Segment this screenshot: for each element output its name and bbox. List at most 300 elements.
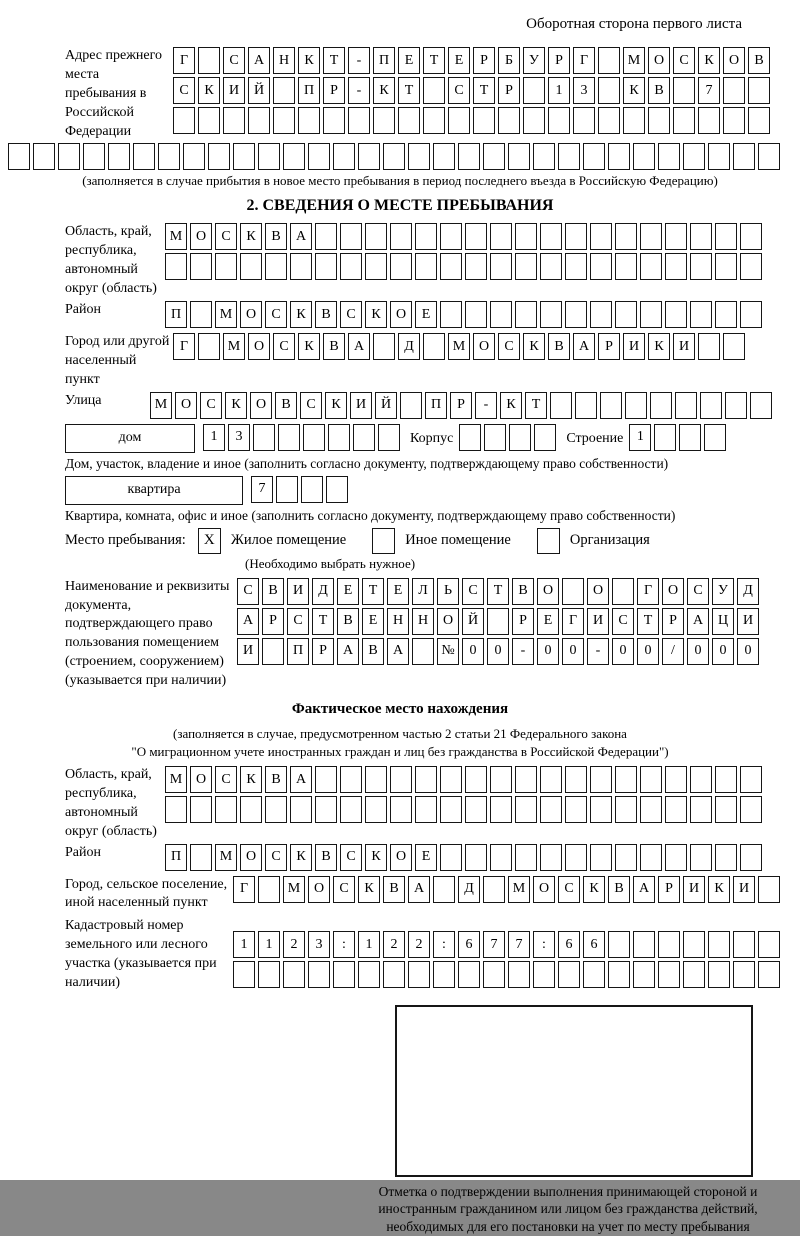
char-box[interactable] xyxy=(483,876,505,903)
char-box[interactable]: О xyxy=(308,876,330,903)
char-box[interactable]: С xyxy=(340,844,362,871)
char-box[interactable]: А xyxy=(237,608,259,635)
char-box[interactable]: А xyxy=(348,333,370,360)
char-box[interactable] xyxy=(223,107,245,134)
char-box[interactable]: П xyxy=(373,47,395,74)
char-box[interactable]: Г xyxy=(233,876,255,903)
char-box[interactable]: 1 xyxy=(548,77,570,104)
char-box[interactable] xyxy=(640,844,662,871)
char-box[interactable]: К xyxy=(648,333,670,360)
char-box[interactable] xyxy=(633,931,655,958)
char-box[interactable] xyxy=(448,107,470,134)
char-box[interactable]: В xyxy=(748,47,770,74)
char-box[interactable]: Н xyxy=(387,608,409,635)
char-box[interactable] xyxy=(515,844,537,871)
char-box[interactable] xyxy=(615,796,637,823)
char-box[interactable] xyxy=(465,301,487,328)
char-box[interactable] xyxy=(490,223,512,250)
char-box[interactable] xyxy=(315,766,337,793)
char-box[interactable] xyxy=(758,876,780,903)
char-box[interactable] xyxy=(190,253,212,280)
char-box[interactable] xyxy=(473,107,495,134)
char-box[interactable] xyxy=(548,107,570,134)
char-box[interactable]: 7 xyxy=(251,476,273,503)
char-box[interactable] xyxy=(465,766,487,793)
char-box[interactable] xyxy=(358,961,380,988)
char-box[interactable] xyxy=(283,143,305,170)
char-box[interactable] xyxy=(740,766,762,793)
char-box[interactable] xyxy=(265,796,287,823)
char-box[interactable] xyxy=(323,107,345,134)
char-box[interactable] xyxy=(598,77,620,104)
char-box[interactable]: 3 xyxy=(573,77,595,104)
char-box[interactable] xyxy=(533,143,555,170)
char-box[interactable] xyxy=(365,253,387,280)
char-box[interactable] xyxy=(658,961,680,988)
char-box[interactable] xyxy=(412,638,434,665)
char-box[interactable]: Т xyxy=(312,608,334,635)
char-box[interactable] xyxy=(665,844,687,871)
char-box[interactable]: К xyxy=(583,876,605,903)
char-box[interactable]: О xyxy=(537,578,559,605)
char-box[interactable] xyxy=(565,766,587,793)
char-box[interactable] xyxy=(198,107,220,134)
char-box[interactable] xyxy=(615,223,637,250)
char-box[interactable]: Р xyxy=(450,392,472,419)
char-box[interactable]: 0 xyxy=(612,638,634,665)
char-box[interactable] xyxy=(190,301,212,328)
char-box[interactable]: М xyxy=(215,301,237,328)
char-box[interactable]: С xyxy=(340,301,362,328)
char-box[interactable]: С xyxy=(215,223,237,250)
char-box[interactable]: Т xyxy=(487,578,509,605)
char-box[interactable] xyxy=(208,143,230,170)
char-box[interactable]: К xyxy=(225,392,247,419)
char-box[interactable] xyxy=(583,143,605,170)
char-box[interactable] xyxy=(648,107,670,134)
char-box[interactable]: Р xyxy=(498,77,520,104)
char-box[interactable]: В xyxy=(265,766,287,793)
char-box[interactable] xyxy=(673,77,695,104)
char-box[interactable]: М xyxy=(165,766,187,793)
char-box[interactable] xyxy=(573,107,595,134)
char-box[interactable] xyxy=(683,143,705,170)
char-box[interactable]: 0 xyxy=(562,638,584,665)
char-box[interactable] xyxy=(365,766,387,793)
char-box[interactable]: Е xyxy=(448,47,470,74)
char-box[interactable]: К xyxy=(298,47,320,74)
char-box[interactable] xyxy=(600,392,622,419)
char-box[interactable]: О xyxy=(190,223,212,250)
char-box[interactable]: 1 xyxy=(203,424,225,451)
char-box[interactable]: И xyxy=(733,876,755,903)
char-box[interactable] xyxy=(198,333,220,360)
char-box[interactable] xyxy=(400,392,422,419)
char-box[interactable]: С xyxy=(612,608,634,635)
char-box[interactable]: М xyxy=(215,844,237,871)
char-box[interactable] xyxy=(740,253,762,280)
char-box[interactable] xyxy=(615,301,637,328)
char-box[interactable]: А xyxy=(248,47,270,74)
char-box[interactable] xyxy=(262,638,284,665)
char-box[interactable]: В xyxy=(265,223,287,250)
char-box[interactable]: 6 xyxy=(583,931,605,958)
char-box[interactable] xyxy=(333,961,355,988)
char-box[interactable] xyxy=(615,253,637,280)
char-box[interactable]: : xyxy=(333,931,355,958)
char-box[interactable] xyxy=(433,961,455,988)
char-box[interactable] xyxy=(615,766,637,793)
char-box[interactable] xyxy=(708,931,730,958)
char-box[interactable]: - xyxy=(348,47,370,74)
char-box[interactable] xyxy=(690,796,712,823)
char-box[interactable] xyxy=(433,876,455,903)
char-box[interactable] xyxy=(590,844,612,871)
char-box[interactable]: О xyxy=(533,876,555,903)
char-box[interactable]: В xyxy=(275,392,297,419)
char-box[interactable]: Е xyxy=(415,301,437,328)
char-box[interactable]: С xyxy=(687,578,709,605)
char-box[interactable] xyxy=(258,961,280,988)
char-box[interactable] xyxy=(565,844,587,871)
char-box[interactable]: Д xyxy=(312,578,334,605)
char-box[interactable] xyxy=(640,301,662,328)
char-box[interactable] xyxy=(633,143,655,170)
char-box[interactable] xyxy=(215,796,237,823)
char-box[interactable] xyxy=(340,223,362,250)
char-box[interactable]: С xyxy=(498,333,520,360)
char-box[interactable]: А xyxy=(290,766,312,793)
char-box[interactable]: С xyxy=(200,392,222,419)
char-box[interactable]: А xyxy=(687,608,709,635)
char-box[interactable]: К xyxy=(623,77,645,104)
char-box[interactable]: Н xyxy=(412,608,434,635)
char-box[interactable]: Г xyxy=(562,608,584,635)
char-box[interactable]: 7 xyxy=(483,931,505,958)
char-box[interactable] xyxy=(565,301,587,328)
char-box[interactable]: 7 xyxy=(508,931,530,958)
char-box[interactable] xyxy=(715,844,737,871)
char-box[interactable]: М xyxy=(150,392,172,419)
char-box[interactable]: Г xyxy=(173,47,195,74)
char-box[interactable]: Г xyxy=(573,47,595,74)
char-box[interactable] xyxy=(258,143,280,170)
char-box[interactable] xyxy=(758,931,780,958)
char-box[interactable] xyxy=(740,796,762,823)
char-box[interactable] xyxy=(608,961,630,988)
checkbox-other-premises[interactable] xyxy=(372,528,395,554)
char-box[interactable] xyxy=(253,424,275,451)
char-box[interactable]: К xyxy=(365,844,387,871)
char-box[interactable] xyxy=(565,253,587,280)
char-box[interactable] xyxy=(390,253,412,280)
char-box[interactable]: 0 xyxy=(462,638,484,665)
char-box[interactable]: 3 xyxy=(228,424,250,451)
char-box[interactable] xyxy=(698,107,720,134)
char-box[interactable] xyxy=(273,77,295,104)
char-box[interactable]: Д xyxy=(737,578,759,605)
char-box[interactable] xyxy=(733,931,755,958)
apartment-type-box[interactable]: квартира xyxy=(65,476,243,505)
char-box[interactable]: 2 xyxy=(283,931,305,958)
char-box[interactable] xyxy=(690,766,712,793)
char-box[interactable] xyxy=(665,301,687,328)
char-box[interactable]: Е xyxy=(387,578,409,605)
char-box[interactable] xyxy=(575,392,597,419)
char-box[interactable] xyxy=(298,107,320,134)
char-box[interactable] xyxy=(415,766,437,793)
char-box[interactable] xyxy=(590,253,612,280)
char-box[interactable] xyxy=(733,961,755,988)
char-box[interactable]: К xyxy=(298,333,320,360)
char-box[interactable] xyxy=(565,796,587,823)
char-box[interactable] xyxy=(483,143,505,170)
char-box[interactable] xyxy=(723,333,745,360)
char-box[interactable] xyxy=(508,961,530,988)
char-box[interactable]: В xyxy=(323,333,345,360)
char-box[interactable] xyxy=(623,107,645,134)
char-box[interactable] xyxy=(665,223,687,250)
char-box[interactable]: О xyxy=(437,608,459,635)
char-box[interactable]: Р xyxy=(658,876,680,903)
char-box[interactable] xyxy=(190,796,212,823)
char-box[interactable] xyxy=(608,931,630,958)
char-box[interactable]: О xyxy=(190,766,212,793)
char-box[interactable]: Е xyxy=(415,844,437,871)
char-box[interactable] xyxy=(598,47,620,74)
char-box[interactable]: 7 xyxy=(698,77,720,104)
char-box[interactable]: Й xyxy=(248,77,270,104)
char-box[interactable] xyxy=(608,143,630,170)
char-box[interactable]: С xyxy=(173,77,195,104)
char-box[interactable]: А xyxy=(408,876,430,903)
char-box[interactable] xyxy=(183,143,205,170)
char-box[interactable]: 0 xyxy=(537,638,559,665)
house-type-box[interactable]: дом xyxy=(65,424,195,453)
char-box[interactable]: С xyxy=(215,766,237,793)
char-box[interactable] xyxy=(278,424,300,451)
char-box[interactable]: 6 xyxy=(558,931,580,958)
char-box[interactable]: Р xyxy=(512,608,534,635)
char-box[interactable]: О xyxy=(248,333,270,360)
char-box[interactable] xyxy=(415,796,437,823)
char-box[interactable]: К xyxy=(240,223,262,250)
char-box[interactable]: К xyxy=(365,301,387,328)
char-box[interactable] xyxy=(509,424,531,451)
char-box[interactable] xyxy=(658,931,680,958)
char-box[interactable]: М xyxy=(448,333,470,360)
char-box[interactable] xyxy=(398,107,420,134)
char-box[interactable] xyxy=(276,476,298,503)
char-box[interactable]: - xyxy=(348,77,370,104)
char-box[interactable] xyxy=(715,223,737,250)
char-box[interactable] xyxy=(723,77,745,104)
char-box[interactable]: - xyxy=(587,638,609,665)
char-box[interactable] xyxy=(562,578,584,605)
char-box[interactable]: К xyxy=(290,301,312,328)
char-box[interactable] xyxy=(490,253,512,280)
char-box[interactable] xyxy=(750,392,772,419)
char-box[interactable]: Р xyxy=(323,77,345,104)
char-box[interactable]: В xyxy=(548,333,570,360)
char-box[interactable] xyxy=(590,301,612,328)
char-box[interactable] xyxy=(8,143,30,170)
char-box[interactable]: 0 xyxy=(637,638,659,665)
char-box[interactable]: С xyxy=(300,392,322,419)
char-box[interactable] xyxy=(758,961,780,988)
char-box[interactable] xyxy=(326,476,348,503)
char-box[interactable]: № xyxy=(437,638,459,665)
char-box[interactable] xyxy=(515,253,537,280)
char-box[interactable]: М xyxy=(165,223,187,250)
char-box[interactable]: К xyxy=(698,47,720,74)
char-box[interactable] xyxy=(683,931,705,958)
char-box[interactable]: С xyxy=(273,333,295,360)
char-box[interactable] xyxy=(165,796,187,823)
char-box[interactable]: 2 xyxy=(408,931,430,958)
char-box[interactable]: М xyxy=(283,876,305,903)
char-box[interactable] xyxy=(378,424,400,451)
char-box[interactable] xyxy=(108,143,130,170)
char-box[interactable]: Ц xyxy=(712,608,734,635)
char-box[interactable]: Т xyxy=(423,47,445,74)
char-box[interactable]: К xyxy=(373,77,395,104)
char-box[interactable]: И xyxy=(673,333,695,360)
char-box[interactable] xyxy=(440,253,462,280)
char-box[interactable] xyxy=(715,301,737,328)
char-box[interactable]: С xyxy=(673,47,695,74)
char-box[interactable] xyxy=(373,107,395,134)
char-box[interactable] xyxy=(740,301,762,328)
char-box[interactable] xyxy=(715,796,737,823)
char-box[interactable] xyxy=(640,223,662,250)
char-box[interactable] xyxy=(315,223,337,250)
char-box[interactable] xyxy=(33,143,55,170)
char-box[interactable] xyxy=(590,766,612,793)
char-box[interactable] xyxy=(484,424,506,451)
char-box[interactable] xyxy=(540,796,562,823)
char-box[interactable] xyxy=(333,143,355,170)
char-box[interactable]: О xyxy=(390,301,412,328)
char-box[interactable] xyxy=(390,766,412,793)
char-box[interactable]: Б xyxy=(498,47,520,74)
char-box[interactable]: Р xyxy=(473,47,495,74)
char-box[interactable] xyxy=(390,223,412,250)
char-box[interactable]: М xyxy=(623,47,645,74)
char-box[interactable] xyxy=(340,253,362,280)
char-box[interactable] xyxy=(748,77,770,104)
char-box[interactable]: С xyxy=(223,47,245,74)
char-box[interactable]: К xyxy=(358,876,380,903)
char-box[interactable]: 0 xyxy=(712,638,734,665)
char-box[interactable]: К xyxy=(523,333,545,360)
char-box[interactable] xyxy=(725,392,747,419)
char-box[interactable] xyxy=(340,766,362,793)
char-box[interactable] xyxy=(700,392,722,419)
char-box[interactable]: Н xyxy=(273,47,295,74)
char-box[interactable] xyxy=(515,301,537,328)
char-box[interactable] xyxy=(675,392,697,419)
char-box[interactable] xyxy=(540,253,562,280)
char-box[interactable]: 1 xyxy=(629,424,651,451)
char-box[interactable] xyxy=(690,844,712,871)
char-box[interactable] xyxy=(523,107,545,134)
char-box[interactable]: Ь xyxy=(437,578,459,605)
char-box[interactable] xyxy=(679,424,701,451)
char-box[interactable]: И xyxy=(737,608,759,635)
char-box[interactable]: С xyxy=(265,301,287,328)
char-box[interactable]: К xyxy=(325,392,347,419)
char-box[interactable] xyxy=(158,143,180,170)
char-box[interactable] xyxy=(633,961,655,988)
char-box[interactable]: Т xyxy=(398,77,420,104)
char-box[interactable]: С xyxy=(558,876,580,903)
char-box[interactable]: 0 xyxy=(487,638,509,665)
char-box[interactable] xyxy=(348,107,370,134)
char-box[interactable]: О xyxy=(648,47,670,74)
char-box[interactable] xyxy=(540,766,562,793)
char-box[interactable] xyxy=(640,796,662,823)
char-box[interactable] xyxy=(408,143,430,170)
char-box[interactable] xyxy=(301,476,323,503)
char-box[interactable]: 0 xyxy=(737,638,759,665)
char-box[interactable] xyxy=(490,844,512,871)
char-box[interactable]: Т xyxy=(323,47,345,74)
char-box[interactable] xyxy=(315,253,337,280)
char-box[interactable] xyxy=(740,223,762,250)
char-box[interactable]: К xyxy=(290,844,312,871)
char-box[interactable]: О xyxy=(587,578,609,605)
char-box[interactable]: Т xyxy=(362,578,384,605)
char-box[interactable]: С xyxy=(265,844,287,871)
char-box[interactable] xyxy=(440,223,462,250)
char-box[interactable]: Й xyxy=(462,608,484,635)
char-box[interactable]: 1 xyxy=(358,931,380,958)
char-box[interactable] xyxy=(490,796,512,823)
char-box[interactable] xyxy=(133,143,155,170)
char-box[interactable] xyxy=(415,253,437,280)
char-box[interactable]: К xyxy=(198,77,220,104)
char-box[interactable] xyxy=(440,301,462,328)
char-box[interactable] xyxy=(423,107,445,134)
char-box[interactable]: Е xyxy=(537,608,559,635)
char-box[interactable] xyxy=(690,253,712,280)
char-box[interactable]: Р xyxy=(548,47,570,74)
char-box[interactable] xyxy=(308,961,330,988)
char-box[interactable] xyxy=(190,844,212,871)
char-box[interactable] xyxy=(533,961,555,988)
char-box[interactable] xyxy=(708,143,730,170)
char-box[interactable] xyxy=(654,424,676,451)
char-box[interactable]: И xyxy=(623,333,645,360)
char-box[interactable]: И xyxy=(683,876,705,903)
char-box[interactable] xyxy=(698,333,720,360)
char-box[interactable]: К xyxy=(708,876,730,903)
char-box[interactable] xyxy=(240,796,262,823)
char-box[interactable] xyxy=(708,961,730,988)
char-box[interactable] xyxy=(590,796,612,823)
char-box[interactable]: И xyxy=(237,638,259,665)
char-box[interactable] xyxy=(540,223,562,250)
char-box[interactable]: О xyxy=(390,844,412,871)
char-box[interactable] xyxy=(515,796,537,823)
char-box[interactable] xyxy=(465,223,487,250)
char-box[interactable]: В xyxy=(608,876,630,903)
char-box[interactable] xyxy=(640,766,662,793)
char-box[interactable]: П xyxy=(165,301,187,328)
char-box[interactable]: А xyxy=(290,223,312,250)
char-box[interactable] xyxy=(487,608,509,635)
